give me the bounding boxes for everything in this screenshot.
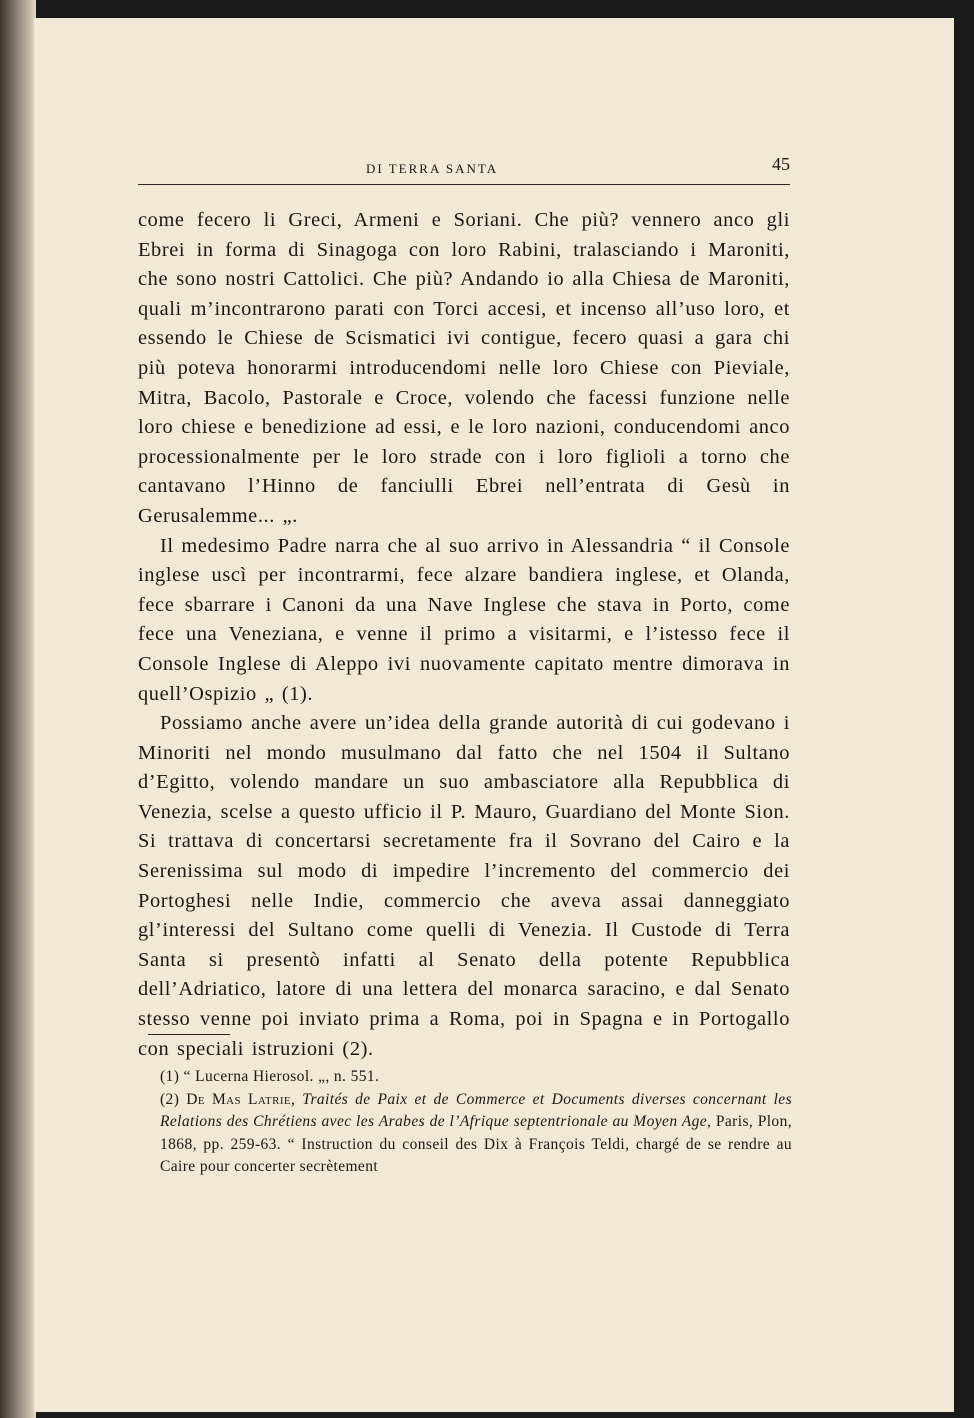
running-title: DI TERRA SANTA	[366, 161, 499, 176]
footnote-rule	[148, 1034, 230, 1035]
footnote-2-title: Traités de Paix et de Commerce et Documents diverses concernant les Relations des Chrétiens avec les Arabes de l’Afrique septentrionale au Moyen Age,	[160, 1090, 793, 1130]
footnote-2-rest: Paris, Plon, 1868, pp. 259-63. “ Instruction du conseil des Dix à François Teldi, chargé de se rendre au Caire pour concerter secrètement	[160, 1113, 792, 1175]
header-rule	[138, 184, 790, 185]
footnotes	[160, 1066, 792, 1179]
paragraph-2: Il medesimo Padre narra che al suo arrivo in Alessandria “ il Console inglese uscì per incontrarmi, fece alzare bandiera inglese, et Olanda, fece sbarrare i Canoni da una Nave Inglese che stava in Porto, come fece una Veneziana, e venne il primo a visitarmi, e l’istesso fece il Console Inglese di Aleppo ivi nuovamente capitato mentre dimorava in quell’Ospizio „ (1).	[138, 534, 790, 705]
running-head	[138, 150, 790, 180]
page-number: 45	[772, 154, 790, 174]
footnote-2	[160, 1089, 792, 1179]
main-text	[138, 206, 790, 1064]
paragraph-1: come fecero li Greci, Armeni e Soriani. Che più? vennero anco gli Ebrei in forma di Sinagoga con loro Rabini, tralasciando i Maroniti, che sono nostri Cattolici. Che più? Andando io alla Chiesa de Maroniti, quali m’incontrarono parati con Torci accesi, et incenso all’uso loro, et essendo le Chiese de Scismatici ivi contigue, fecero quasi a gara chi più poteva honorarmi introducendomi nelle loro Chiese con Pieviale, Mitra, Bacolo, Pastorale e Croce, volendo che facessi funzione nelle loro chiese e benedizione ad essi, e le loro nazioni, conducendomi anco processionalmente per le loro strade con i loro figlioli a torno che cantavano l’Hinno de fanciulli Ebrei nell’entrata di Gesù in Gerusalemme... „.	[138, 209, 790, 527]
footnote-2-marker: (2)	[160, 1090, 180, 1108]
book-gutter	[0, 0, 36, 1418]
paragraph-3: Possiamo anche avere un’idea della grande autorità di cui godevano i Minoriti nel mondo musulmano dal fatto che nel 1504 il Sultano d’Egitto, volendo mandare un suo ambasciatore alla Repubblica di Venezia, scelse a questo ufficio il P. Mauro, Guardiano del Monte Sion. Si trattava di concertarsi secretamente fra il Sovrano del Cairo e la Serenissima sul modo di impedire l’incremento del commercio dei Portoghesi nelle Indie, commercio che aveva assai danneggiato gl’interessi del Sultano come quelli di Venezia. Il Custode di Terra Santa si presentò infatti al Senato della potente Repubblica dell’Adriatico, latore di una lettera del monarca saracino, e dal Senato stesso venne poi inviato prima a Roma, poi in Spagna e in Portogallo con speciali istruzioni (2).	[138, 712, 790, 1060]
footnote-1: (1) “ Lucerna Hierosol. „, n. 551.	[160, 1068, 380, 1085]
footnote-2-author: De Mas Latrie,	[186, 1090, 296, 1108]
